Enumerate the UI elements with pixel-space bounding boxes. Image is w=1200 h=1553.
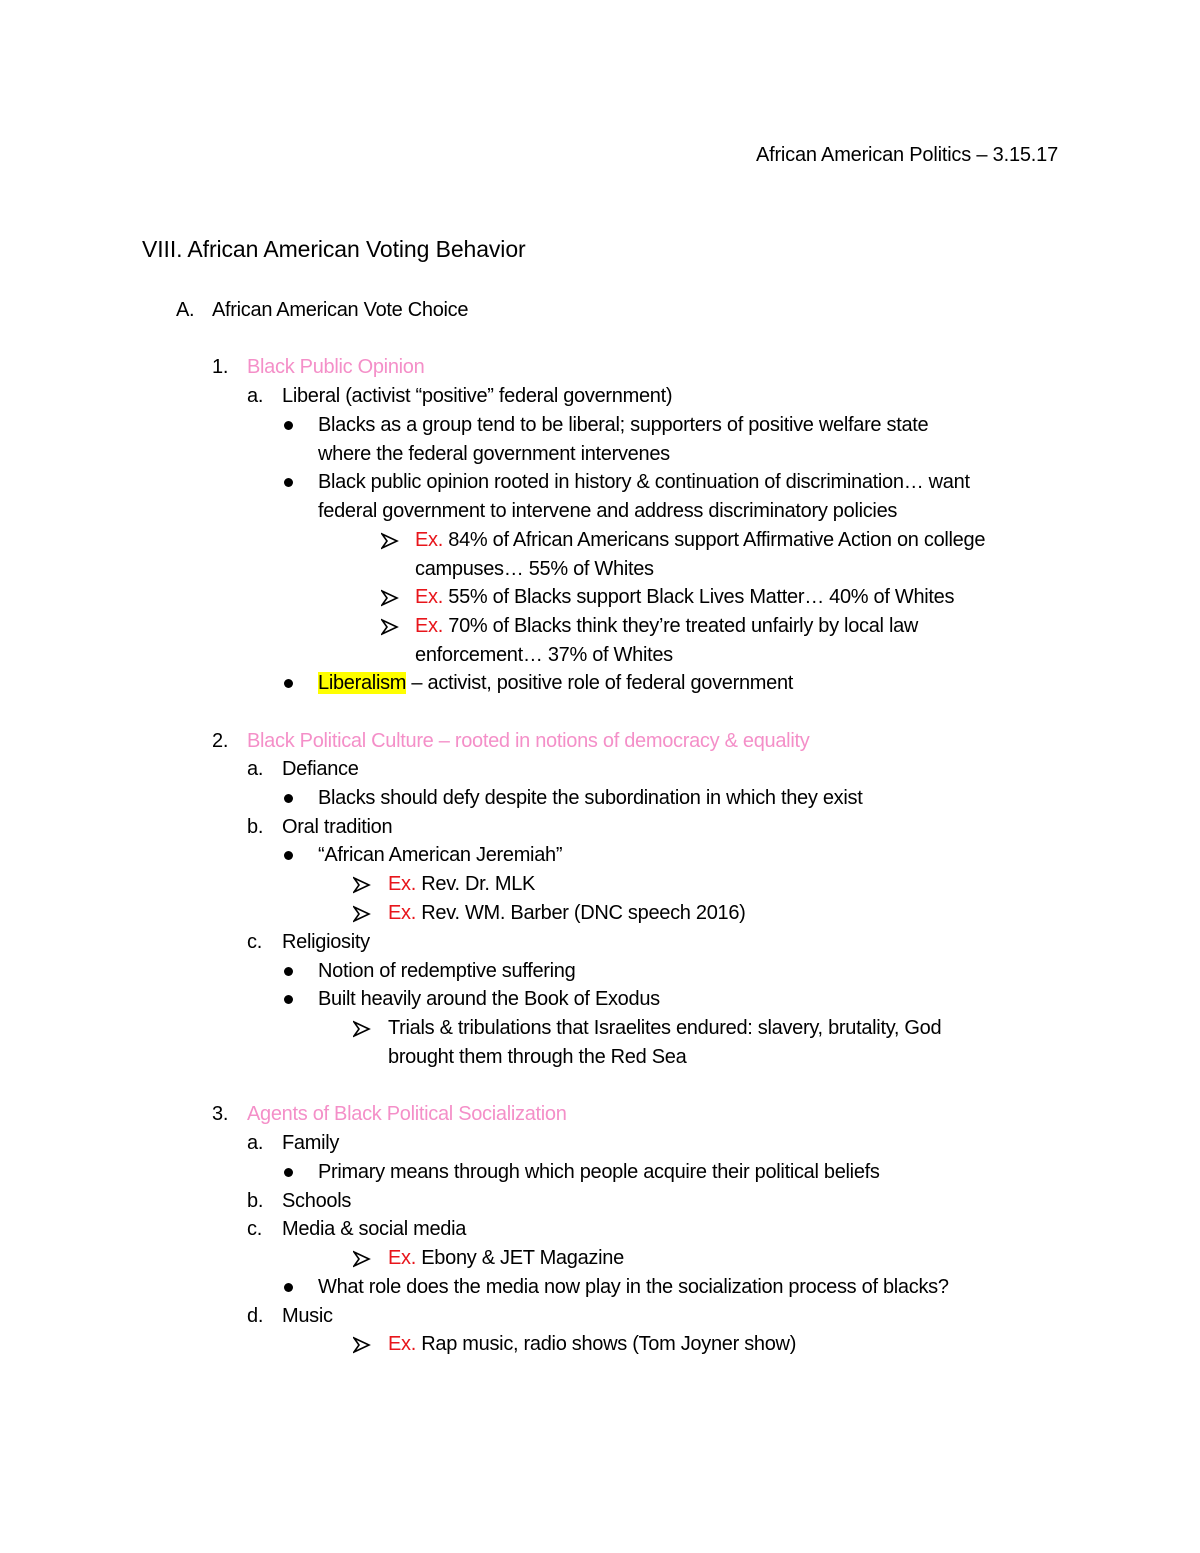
bullet-text: where the federal government intervenes — [318, 443, 670, 465]
example-label: Ex. — [388, 902, 416, 924]
bullet-text: federal government to intervene and address discriminatory policies — [318, 500, 898, 522]
arrow-bullet-icon — [381, 618, 399, 636]
example-label: Ex. — [388, 873, 416, 895]
bullet-dot-icon — [284, 421, 293, 430]
page-title: VIII. African American Voting Behavior — [142, 236, 526, 262]
item-3a-label: Family — [282, 1132, 340, 1154]
example-line — [388, 1244, 624, 1272]
item-3d-label: Music — [282, 1305, 333, 1327]
sub-point-text: brought them through the Red Sea — [388, 1046, 687, 1068]
item-3c-label: Media & social media — [282, 1218, 467, 1240]
arrow-bullet-icon — [353, 905, 371, 923]
bullet-dot-icon — [284, 995, 293, 1004]
example-line — [415, 526, 985, 554]
item-3d-marker: d. — [247, 1305, 264, 1327]
example-label: Ex. — [415, 529, 443, 551]
item-2b-label: Oral tradition — [282, 816, 393, 838]
header-course-date: African American Politics – 3.15.17 — [755, 144, 1058, 166]
bullet-text: Primary means through which people acquire their political beliefs — [318, 1161, 880, 1183]
highlighted-term: Liberalism — [318, 672, 407, 694]
sub-point-text: Trials & tribulations that Israelites endured: slavery, brutality, God — [388, 1017, 942, 1039]
bullet-dot-icon — [284, 1283, 293, 1292]
example-text: 84% of African Americans support Affirmative Action on college — [443, 529, 986, 551]
arrow-bullet-icon — [353, 1336, 371, 1354]
bullet-dot-icon — [284, 794, 293, 803]
item-1-number: 1. — [212, 356, 229, 378]
item-2a-label: Defiance — [282, 758, 359, 780]
example-text: Rap music, radio shows (Tom Joyner show) — [416, 1333, 797, 1355]
item-2c-label: Religiosity — [282, 931, 370, 953]
bullet-text: What role does the media now play in the socialization process of blacks? — [318, 1276, 949, 1298]
item-3c-marker: c. — [247, 1218, 262, 1240]
arrow-bullet-icon — [353, 1250, 371, 1268]
item-1a-marker: a. — [247, 385, 264, 407]
term-definition: – activist, positive role of federal government — [406, 672, 794, 694]
bullet-text: Blacks should defy despite the subordination in which they exist — [318, 787, 863, 809]
example-label: Ex. — [388, 1333, 416, 1355]
bullet-dot-icon — [284, 1168, 293, 1177]
bullet-dot-icon — [284, 851, 293, 860]
arrow-bullet-icon — [381, 589, 399, 607]
bullet-dot-icon — [284, 679, 293, 688]
item-2-heading: Black Political Culture – rooted in notions of democracy & equality — [247, 730, 810, 752]
item-3b-label: Schools — [282, 1190, 352, 1212]
item-2c-marker: c. — [247, 931, 262, 953]
item-1-heading: Black Public Opinion — [247, 356, 425, 378]
example-line — [415, 612, 918, 640]
example-line — [388, 899, 746, 927]
item-2-number: 2. — [212, 730, 229, 752]
arrow-bullet-icon — [353, 876, 371, 894]
example-line — [415, 583, 954, 611]
bullet-dot-icon — [284, 478, 293, 487]
example-label: Ex. — [415, 586, 443, 608]
example-label: Ex. — [415, 615, 443, 637]
bullet-text — [318, 669, 793, 697]
item-3a-marker: a. — [247, 1132, 264, 1154]
section-a-label: African American Vote Choice — [212, 299, 469, 321]
example-text: 70% of Blacks think they’re treated unfairly by local law — [443, 615, 919, 637]
item-3-heading: Agents of Black Political Socialization — [247, 1103, 567, 1125]
example-text: enforcement… 37% of Whites — [415, 644, 673, 666]
example-text: Ebony & JET Magazine — [416, 1247, 624, 1269]
bullet-dot-icon — [284, 967, 293, 976]
bullet-text: “African American Jeremiah” — [318, 844, 563, 866]
example-text: Rev. Dr. MLK — [416, 873, 536, 895]
item-2b-marker: b. — [247, 816, 264, 838]
example-text: Rev. WM. Barber (DNC speech 2016) — [416, 902, 746, 924]
example-text: campuses… 55% of Whites — [415, 558, 654, 580]
bullet-text: Built heavily around the Book of Exodus — [318, 988, 660, 1010]
bullet-text: Black public opinion rooted in history & continuation of discrimination… want — [318, 471, 970, 493]
example-label: Ex. — [388, 1247, 416, 1269]
bullet-text: Notion of redemptive suffering — [318, 960, 576, 982]
example-line — [388, 1330, 796, 1358]
bullet-text: Blacks as a group tend to be liberal; supporters of positive welfare state — [318, 414, 929, 436]
item-3-number: 3. — [212, 1103, 229, 1125]
example-line — [388, 870, 535, 898]
arrow-bullet-icon — [381, 532, 399, 550]
arrow-bullet-icon — [353, 1020, 371, 1038]
section-a-marker: A. — [176, 299, 195, 321]
item-2a-marker: a. — [247, 758, 264, 780]
item-1a-label: Liberal (activist “positive” federal government) — [282, 385, 673, 407]
example-text: 55% of Blacks support Black Lives Matter… 40% of Whites — [443, 586, 955, 608]
item-3b-marker: b. — [247, 1190, 264, 1212]
